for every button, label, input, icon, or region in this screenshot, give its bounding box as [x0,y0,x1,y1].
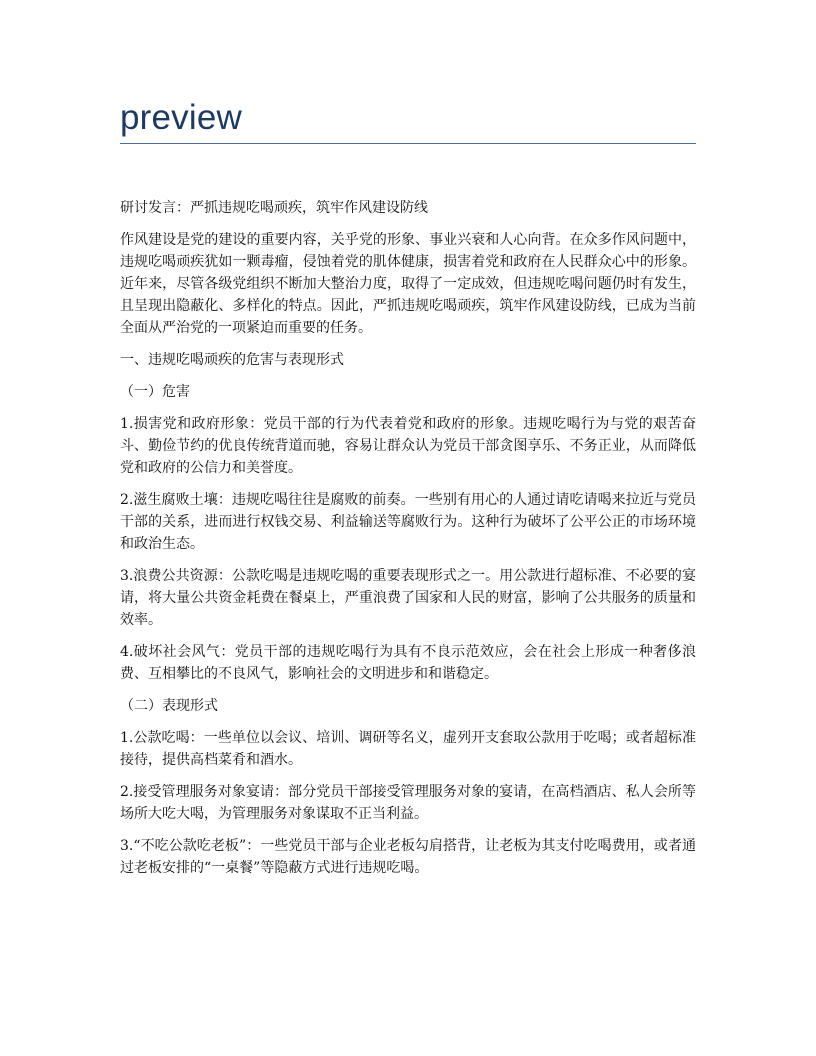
document-title: preview [120,98,243,137]
speech-title: 研讨发言：严抓违规吃喝顽疾，筑牢作风建设防线 [120,200,428,216]
harm-item-2: 2.滋生腐败土壤：违规吃喝往往是腐败的前奏。一些别有用心的人通过请吃请喝来拉近与党员干部的关系，进而进行权钱交易、利益输送等腐败行为。这种行为破坏了公平公正的市场环境和政治生态。 [120,492,696,552]
title-underline [120,143,696,144]
form-item-3: 3.“不吃公款吃老板”：一些党员干部与企业老板勾肩搭背，让老板为其支付吃喝费用，或者通过老板安排的“一桌餐”等隐蔽方式进行违规吃喝。 [120,838,696,876]
subsection-heading-harm: （一）危害 [120,384,190,400]
form-item-1: 1.公款吃喝：一些单位以会议、培训、调研等名义，虚列开支套取公款用于吃喝；或者超标准接待，提供高档菜肴和酒水。 [120,730,696,768]
harm-item-1: 1.损害党和政府形象：党员干部的行为代表着党和政府的形象。违规吃喝行为与党的艰苦奋斗、勤俭节约的优良传统背道而驰，容易让群众认为党员干部贪图享乐、不务正业，从而降低党和政府的公信力和美誉度。 [120,416,696,476]
harm-item-4: 4.破坏社会风气：党员干部的违规吃喝行为具有不良示范效应，会在社会上形成一种奢侈浪费、互相攀比的不良风气，影响社会的文明进步和和谐稳定。 [120,644,696,682]
document-body [120,197,696,889]
section-heading-1: 一、违规吃喝顽疾的危害与表现形式 [120,352,344,368]
harm-item-3: 3.浪费公共资源：公款吃喝是违规吃喝的重要表现形式之一。用公款进行超标准、不必要的宴请，将大量公共资金耗费在餐桌上，严重浪费了国家和人民的财富，影响了公共服务的质量和效率。 [120,568,696,628]
form-item-2: 2.接受管理服务对象宴请：部分党员干部接受管理服务对象的宴请，在高档酒店、私人会所等场所大吃大喝，为管理服务对象谋取不正当利益。 [120,784,696,822]
intro-paragraph: 作风建设是党的建设的重要内容，关乎党的形象、事业兴衰和人心向背。在众多作风问题中，违规吃喝顽疾犹如一颗毒瘤，侵蚀着党的肌体健康，损害着党和政府在人民群众心中的形象。近年来，尽管各级党组织不断加大整治力度，取得了一定成效，但违规吃喝问题仍时有发生，且呈现出隐蔽化、多样化的特点。因此，严抓违规吃喝顽疾，筑牢作风建设防线，已成为当前全面从严治党的一项紧迫而重要的任务。 [120,232,696,336]
subsection-heading-forms: （二）表现形式 [120,698,218,714]
